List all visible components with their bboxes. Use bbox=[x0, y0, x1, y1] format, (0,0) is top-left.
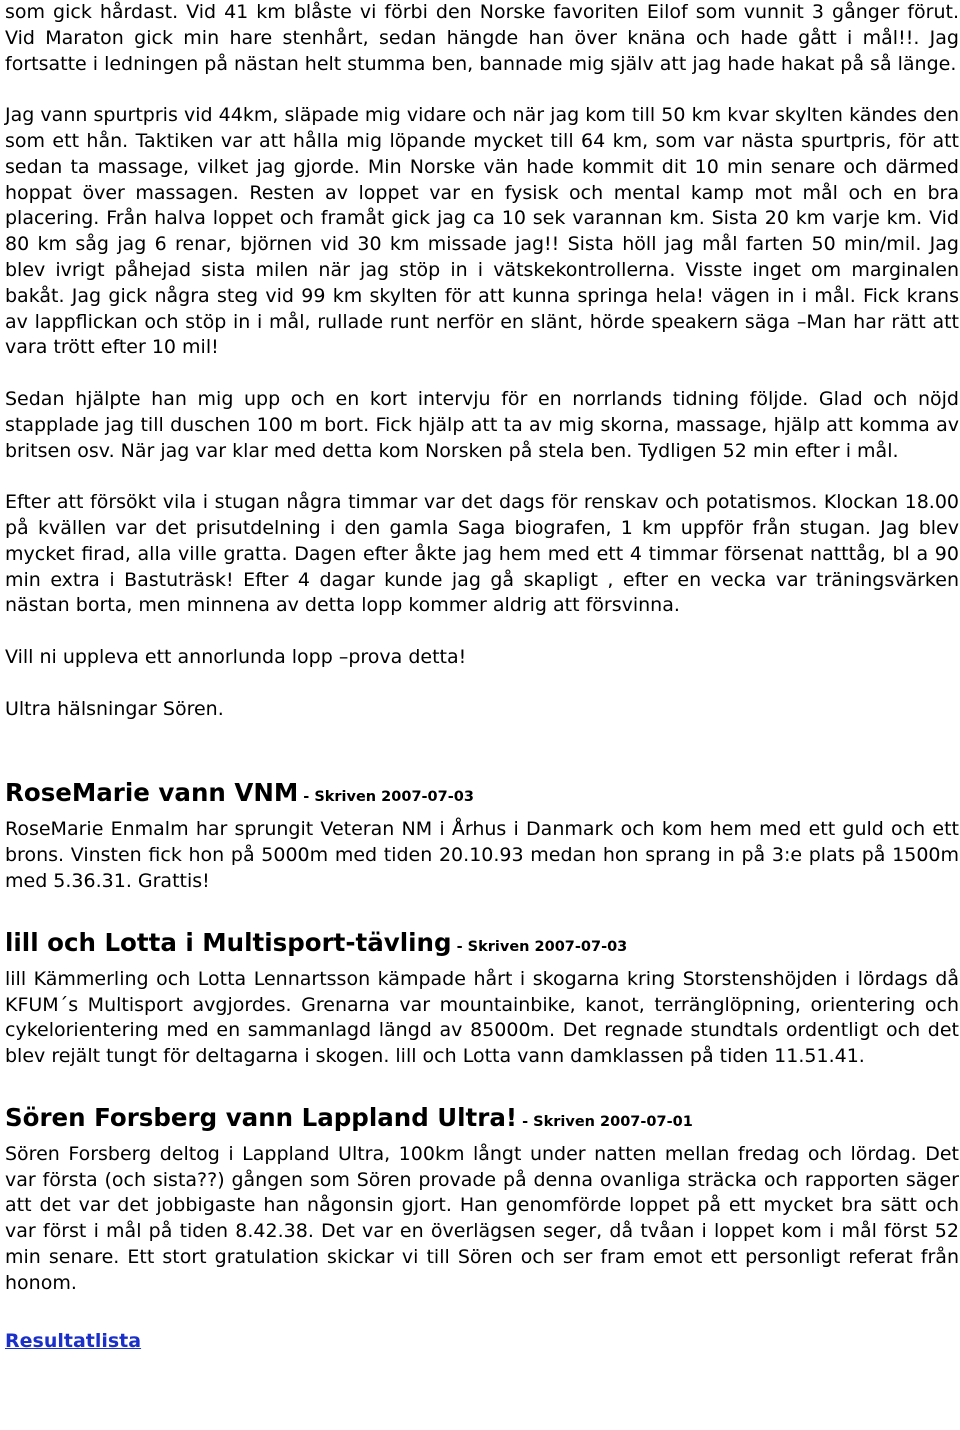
news-post bbox=[5, 927, 959, 1070]
news-post bbox=[5, 1102, 959, 1297]
spacer bbox=[5, 464, 959, 490]
spacer bbox=[5, 722, 959, 777]
spacer bbox=[5, 895, 959, 927]
spacer bbox=[5, 619, 959, 645]
story-paragraph-1: som gick hårdast. Vid 41 km blåste vi förbi den Norske favoriten Eilof som vunnit 3 gånger förut. Vid Maraton gick min hare stenhårt, sedan hängde han över knäna och hade gått i mål!!. Jag fortsatte i ledningen på nästan helt stumma ben, bannade mig själv att jag hade hakat på så länge. bbox=[5, 1, 959, 75]
article-page bbox=[5, 0, 959, 1354]
spacer bbox=[5, 671, 959, 697]
post-heading bbox=[5, 1102, 959, 1142]
spacer bbox=[5, 1070, 959, 1102]
results-link-row bbox=[5, 1329, 959, 1355]
post-body: lill Kämmerling och Lotta Lennartsson kämpade hårt i skogarna kring Storstenshöjden i lördags då KFUM´s Multisport avgjordes. Grenarna var mountainbike, kanot, terränglöpning, orientering och cykelorientering med en sammanlagd längd av 85000m. Det regnade stundtals ordentligt och det blev rejält tungt för deltagarna i skogen. lill och Lotta vann damklassen på tiden 11.51.41. bbox=[5, 967, 959, 1068]
post-body: Sören Forsberg deltog i Lappland Ultra, 100km långt under natten mellan fredag och lördag. Det var första (och sista??) gången som Sören provade på denna ovanliga sträcka och rapporten säger att det var det jobbigaste han någonsin gjort. Han genomförde loppet på ett mycket bra sätt och var först i mål på tiden 8.42.38. Det var en överlägsen seger, då tvåan i loppet kom i mål först 52 min senare. Ett stort gratulation skickar vi till Sören och ser fram emot ett personligt referat från honom. bbox=[5, 1142, 959, 1294]
post-date: - Skriven 2007-07-01 bbox=[517, 1113, 693, 1130]
spacer bbox=[5, 361, 959, 387]
story-paragraph-2: Jag vann spurtpris vid 44km, släpade mig vidare och när jag kom till 50 km kvar skylten kändes den som ett hån. Taktiken var att hålla mig löpande mycket till 64 km, som var nästa spurtpris, för att sedan ta massage, vilket jag gjorde. Min Norske vän hade kommit dit 10 min senare och därmed hoppat över massagen. Resten av loppet var en fysisk och mental kamp mot mål och en bra placering. Från halva loppet och framåt gick jag ca 10 sek varannan km. Sista 20 km varje km. Vid 80 km såg jag 6 renar, björnen vid 30 km missade jag!! Sista höll jag mål farten 50 min/mil. Jag blev ivrigt påhejad sista milen när jag stöp in i vätskekontrollerna. Visste inget om marginalen bakåt. Jag gick några steg vid 99 km skylten för att kunna springa hela! vägen in i mål. Fick krans av lappflickan och stöp in i mål, rullade runt nerför en slänt, hörde speakern säga –Man har rätt att vara trött efter 10 mil! bbox=[5, 104, 959, 359]
news-post bbox=[5, 777, 959, 894]
story-paragraph-4: Efter att försökt vila i stugan några timmar var det dags för renskav och potatismos. Klockan 18.00 på kvällen var det prisutdelning i den gamla Saga biografen, 1 km uppför från stugan. Jag blev mycket firad, alla ville gratta. Dagen efter åkte jag hem med ett 4 timmar försenat natttåg, bl a 90 min extra i Bastuträsk! Efter 4 dagar kunde jag gå skapligt , efter en vecka var träningsvärken nästan borta, men minnena av detta lopp kommer aldrig att försvinna. bbox=[5, 491, 959, 617]
spacer bbox=[5, 1297, 959, 1329]
story-paragraph-3: Sedan hjälpte han mig upp och en kort intervju för en norrlands tidning följde. Glad och nöjd stapplade jag till duschen 100 m bort. Fick hjälp att ta av mig skorna, massage, hjälp att komma av britsen osv. När jag var klar med detta kom Norsken på stela ben. Tydligen 52 min efter i mål. bbox=[5, 387, 959, 462]
story-closing-line: Vill ni uppleva ett annorlunda lopp –prova detta! bbox=[5, 645, 467, 668]
post-body: RoseMarie Enmalm har sprungit Veteran NM i Århus i Danmark och kom hem med ett guld och ett brons. Vinsten fick hon på 5000m med tiden 20.10.93 medan hon sprang in på 3:e plats på 1500m med 5.36.31. Grattis! bbox=[5, 818, 959, 892]
post-date: - Skriven 2007-07-03 bbox=[298, 789, 474, 806]
post-date: - Skriven 2007-07-03 bbox=[451, 938, 628, 955]
post-heading bbox=[5, 927, 959, 967]
post-heading bbox=[5, 777, 959, 817]
post-title: RoseMarie vann VNM bbox=[5, 778, 299, 808]
post-title: lill och Lotta i Multisport-tävling bbox=[5, 927, 452, 957]
story-signature: Ultra hälsningar Sören. bbox=[5, 697, 224, 720]
post-title: Sören Forsberg vann Lappland Ultra! bbox=[5, 1102, 518, 1132]
spacer bbox=[5, 77, 959, 103]
results-link[interactable]: Resultatlista bbox=[5, 1329, 142, 1352]
